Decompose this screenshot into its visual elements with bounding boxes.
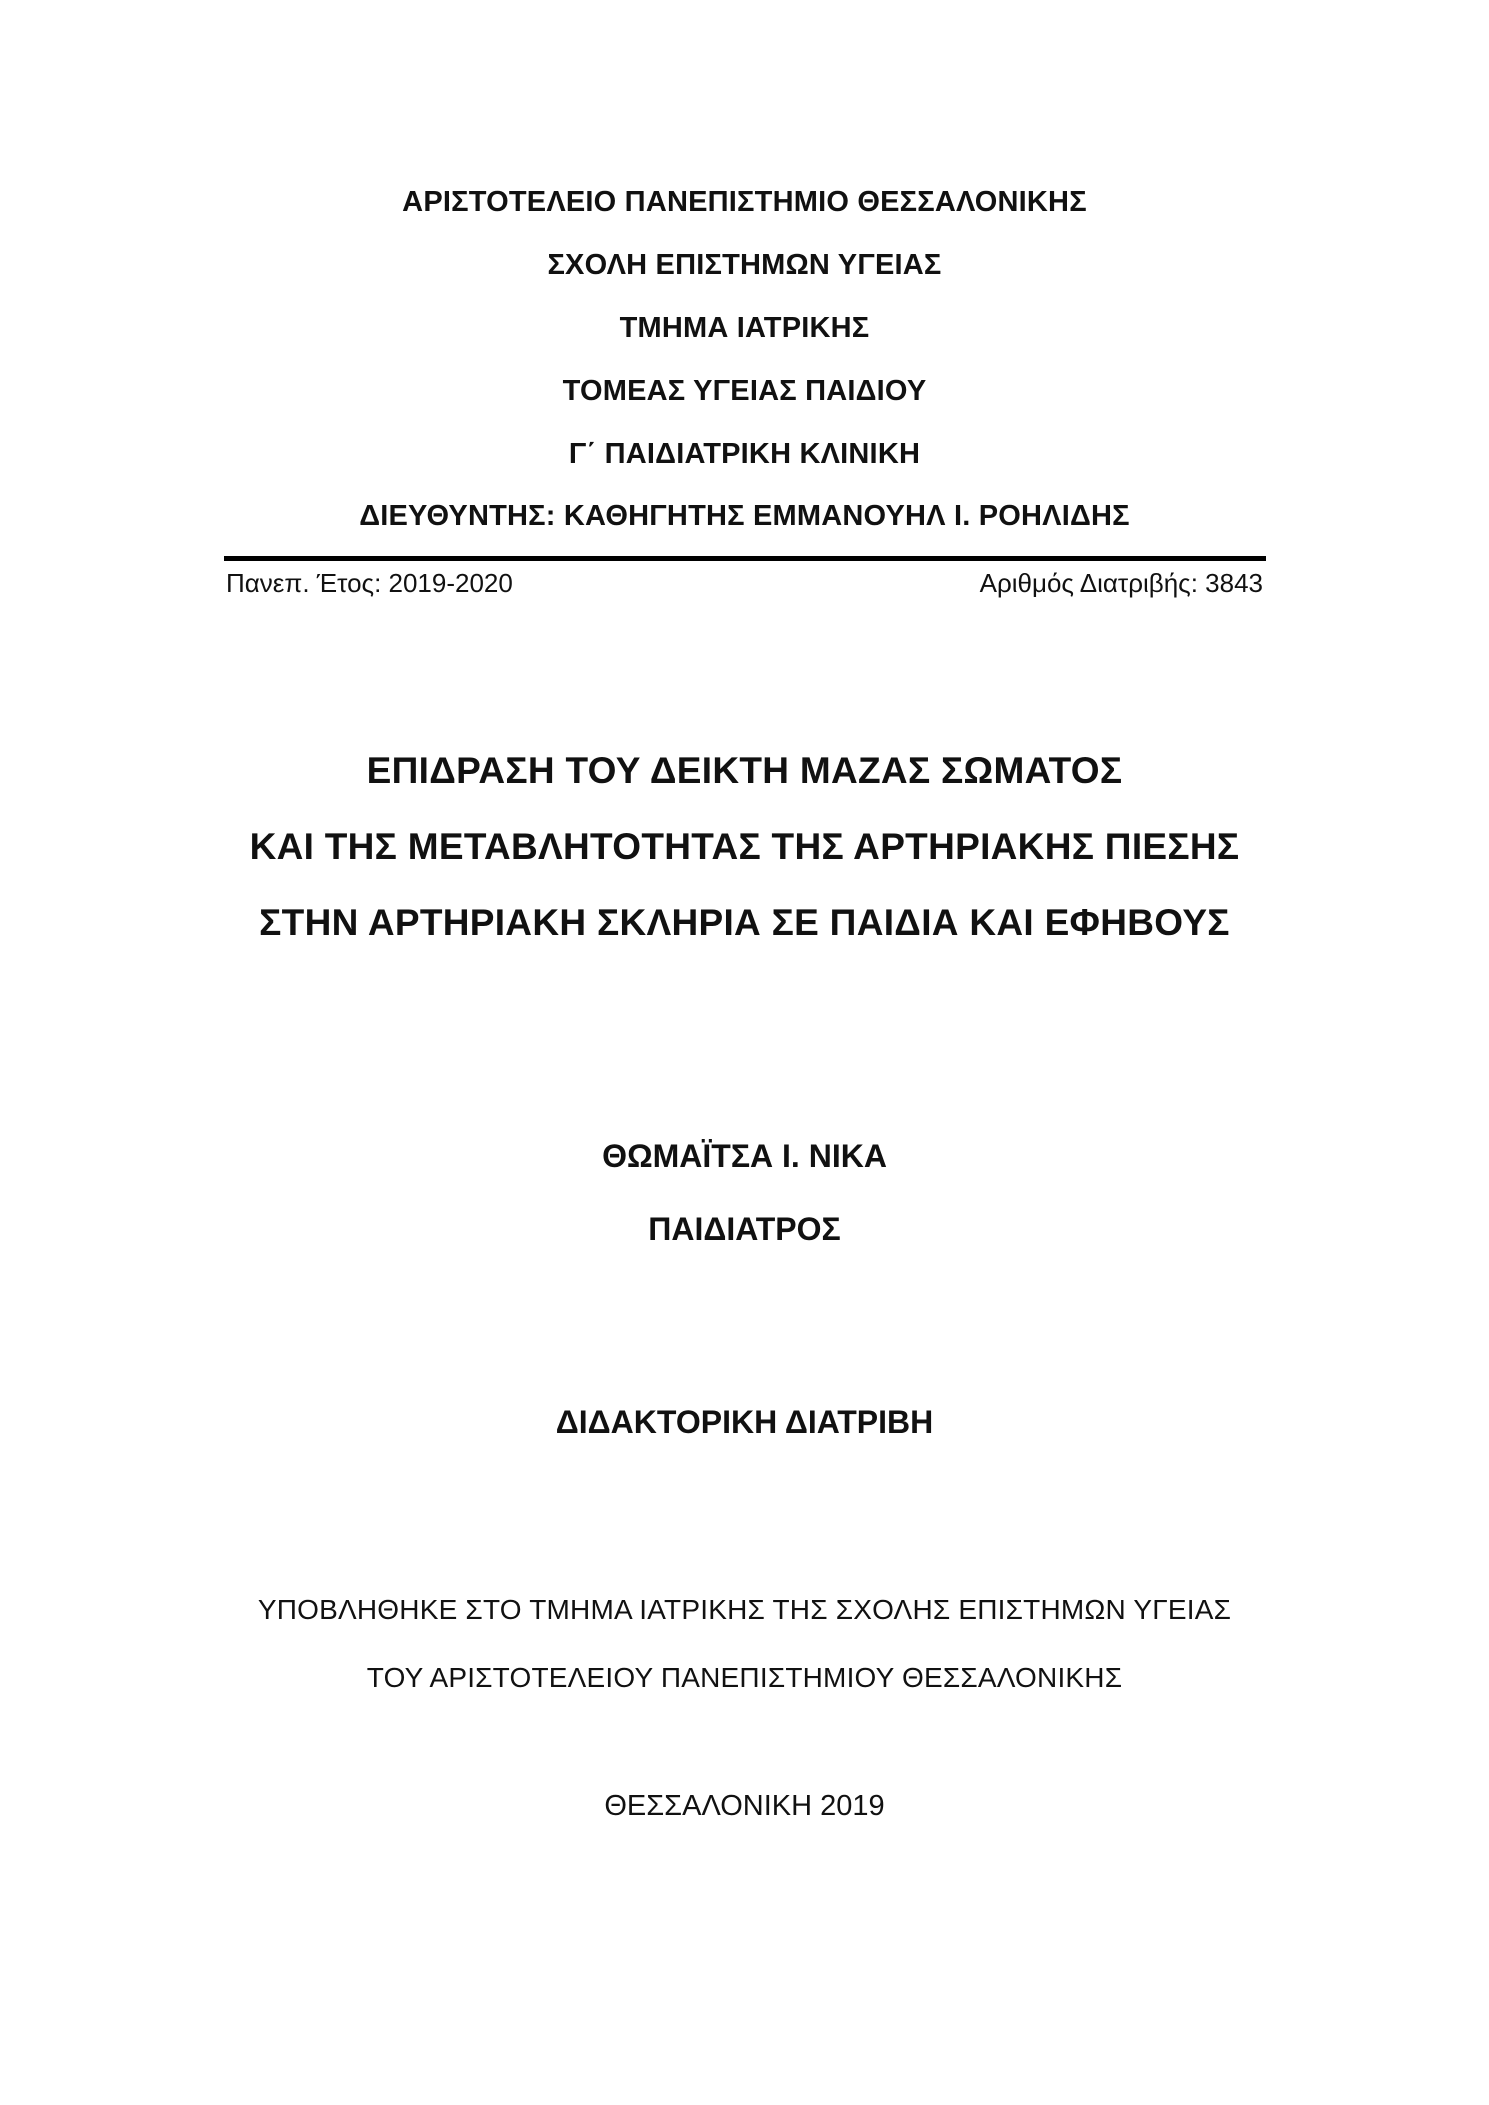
university-name: ΑΡΙΣΤΟΤΕΛΕΙΟ ΠΑΝΕΠΙΣΤΗΜΙΟ ΘΕΣΣΑΛΟΝΙΚΗΣ (402, 186, 1087, 218)
place-year: ΘΕΣΣΑΛΟΝΙΚΗ 2019 (604, 1790, 885, 1822)
title-line-3: ΣΤΗΝ ΑΡΤΗΡΙΑΚΗ ΣΚΛΗΡΙΑ ΣΕ ΠΑΙΔΙΑ ΚΑΙ ΕΦΗΒΟΥΣ (259, 902, 1230, 943)
title-line-2: ΚΑΙ ΤΗΣ ΜΕΤΑΒΛΗΤΟΤΗΤΑΣ ΤΗΣ ΑΡΤΗΡΙΑΚΗΣ ΠΙΕΣΗΣ (249, 826, 1240, 867)
author-profession: ΠΑΙΔΙΑΤΡΟΣ (648, 1211, 841, 1247)
author-name: ΘΩΜΑΪΤΣΑ Ι. ΝΙΚΑ (602, 1138, 887, 1174)
director-line: ΔΙΕΥΘΥΝΤΗΣ: ΚΑΘΗΓΗΤΗΣ ΕΜΜΑΝΟΥΗΛ Ι. ΡΟΗΛΙΔΗΣ (359, 500, 1130, 532)
department-name: ΤΜΗΜΑ ΙΑΤΡΙΚΗΣ (619, 312, 870, 344)
thesis-type: ΔΙΔΑΚΤΟΡΙΚΗ ΔΙΑΤΡΙΒΗ (555, 1404, 934, 1440)
header-divider (224, 556, 1266, 561)
submission-line-2: ΤΟΥ ΑΡΙΣΤΟΤΕΛΕΙΟΥ ΠΑΝΕΠΙΣΤΗΜΙΟΥ ΘΕΣΣΑΛΟΝΙΚΗΣ (366, 1662, 1123, 1693)
clinic-name: Γ΄ ΠΑΙΔΙΑΤΡΙΚΗ ΚΛΙΝΙΚΗ (568, 438, 921, 470)
submission-line-1: ΥΠΟΒΛΗΘΗΚΕ ΣΤΟ ΤΜΗΜΑ ΙΑΤΡΙΚΗΣ ΤΗΣ ΣΧΟΛΗΣ ΕΠΙΣΤΗΜΩΝ ΥΓΕΙΑΣ (257, 1594, 1232, 1625)
thesis-number: Αριθμός Διατριβής: 3843 (979, 568, 1263, 598)
division-name: ΤΟΜΕΑΣ ΥΓΕΙΑΣ ΠΑΙΔΙΟΥ (562, 375, 927, 407)
academic-year: Πανεπ. Έτος: 2019-2020 (226, 568, 513, 598)
title-line-1: ΕΠΙΔΡΑΣΗ ΤΟΥ ΔΕΙΚΤΗ ΜΑΖΑΣ ΣΩΜΑΤΟΣ (366, 750, 1123, 791)
school-name: ΣΧΟΛΗ ΕΠΙΣΤΗΜΩΝ ΥΓΕΙΑΣ (547, 249, 942, 281)
